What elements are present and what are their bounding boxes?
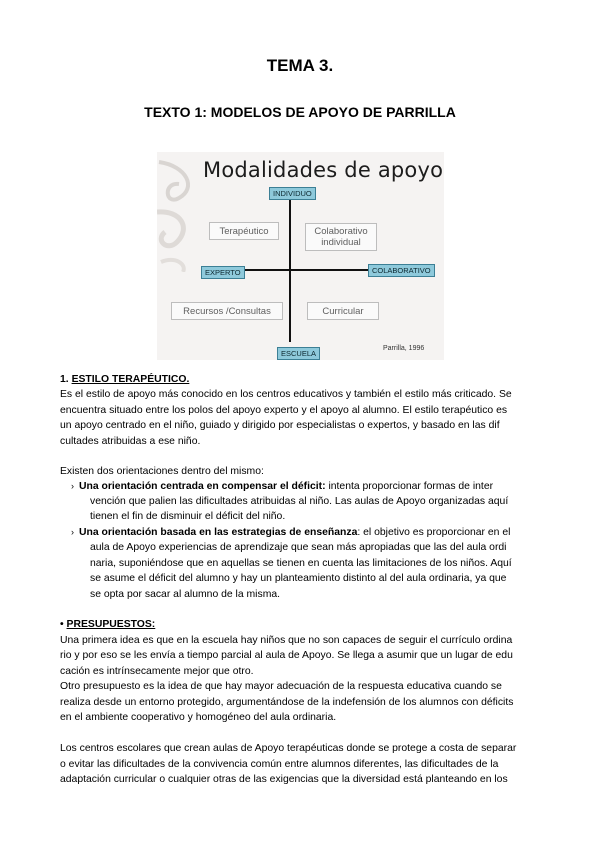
bullet-arrow-icon: › bbox=[71, 527, 74, 537]
support-modalities-diagram bbox=[157, 152, 444, 360]
axis-label-colaborativo: COLABORATIVO bbox=[368, 264, 435, 277]
quadrant-curricular bbox=[307, 302, 379, 320]
list-item-line: aula de Apoyo experiencias de aprendizaje que sean más apropiadas que las del aula ordi bbox=[90, 542, 507, 553]
paragraph-line: rio y por eso se les envía a tiempo parcial al aula de Apoyo. Se llega a asumir que un lugar de edu bbox=[60, 650, 513, 661]
paragraph-line: cultades atribuidas a ese niño. bbox=[60, 436, 201, 447]
quadrant-label: Recursos /Consultas bbox=[183, 305, 271, 317]
quadrant-terapeutico bbox=[209, 222, 279, 240]
quadrant-label: Terapéutico bbox=[219, 225, 269, 237]
paragraph-line: realiza desde un entorno protegido, argumentándose de la indefensión de los alumnos con déficits bbox=[60, 697, 514, 708]
axis-label-experto: EXPERTO bbox=[201, 266, 245, 279]
quadrant-label: Colaborativo bbox=[314, 226, 368, 237]
page-title: TEMA 3. bbox=[266, 56, 334, 75]
paragraph-line: o evitar las dificultades de la convivencia común entre alumnos diferentes, las dificultades de la bbox=[60, 759, 499, 770]
axis-label-individuo: INDIVIDUO bbox=[269, 187, 316, 200]
list-item-line: se opta por sacar al alumno de la misma. bbox=[90, 589, 281, 600]
paragraph-line: Existen dos orientaciones dentro del mismo: bbox=[60, 466, 264, 477]
list-item-line: tienen el fin de disminuir el déficit del niño. bbox=[90, 511, 286, 522]
paragraph-line: un apoyo centrado en el niño, guiado y dirigido por especialistas o expertos, y basado en las dif bbox=[60, 420, 500, 431]
list-item-line: se asume el déficit del alumno y hay un planteamiento distinto al del aula ordinaria, ya que bbox=[90, 573, 507, 584]
list-item: Una orientación basada en las estrategias de enseñanza: el objetivo es proporcionar en el bbox=[79, 527, 511, 538]
paragraph-line: Una primera idea es que en la escuela hay niños que no son capaces de seguir el currículo ordina bbox=[60, 635, 513, 646]
list-item-line: naria, suponiéndose que en aquellas se tienen en cuenta las limitaciones de los niños. Aquí bbox=[90, 558, 512, 569]
axis-label-escuela: ESCUELA bbox=[277, 347, 320, 360]
bullet-arrow-icon: › bbox=[71, 481, 74, 491]
paragraph-line: en el ambiente cooperativo y homogéneo del aula ordinaria. bbox=[60, 712, 337, 723]
paragraph-line: adaptación curricular o cualquier otras de las exigencias que la diversidad está planteando en los bbox=[60, 774, 508, 785]
paragraph-line: encuentra situado entre los polos del apoyo experto y el apoyo al alumno. El estilo terapéutico es bbox=[60, 405, 508, 416]
diagram-title: Modalidades de apoyo bbox=[203, 158, 444, 182]
paragraph-line: cación es intrínsecamente mejor que otro. bbox=[60, 666, 254, 677]
section-heading: 1. ESTILO TERAPÉUTICO. bbox=[60, 374, 190, 385]
section-heading: • PRESUPUESTOS: bbox=[60, 619, 156, 630]
quadrant-recursos-consultas bbox=[171, 302, 283, 320]
paragraph-line: Los centros escolares que crean aulas de Apoyo terapéuticas donde se protege a costa de separar bbox=[60, 743, 517, 754]
paragraph-line: Es el estilo de apoyo más conocido en los centros educativos y también el estilo más criticado. Se bbox=[60, 389, 512, 400]
quadrant-colaborativo-individual bbox=[305, 223, 377, 251]
section-title: TEXTO 1: MODELOS DE APOYO DE PARRILLA bbox=[144, 104, 456, 120]
list-item: Una orientación centrada en compensar el déficit: intenta proporcionar formas de inter bbox=[79, 481, 494, 492]
list-item-line: vención que palien las dificultades atribuidas al niño. Las aulas de Apoyo organizadas aquí bbox=[90, 496, 509, 507]
paragraph-line: Otro presupuesto es la idea de que hay mayor adecuación de la respuesta educativa cuando se bbox=[60, 681, 502, 692]
diagram-credit: Parrilla, 1996 bbox=[383, 345, 425, 352]
quadrant-label: individual bbox=[321, 237, 361, 248]
quadrant-label: Curricular bbox=[322, 305, 364, 317]
